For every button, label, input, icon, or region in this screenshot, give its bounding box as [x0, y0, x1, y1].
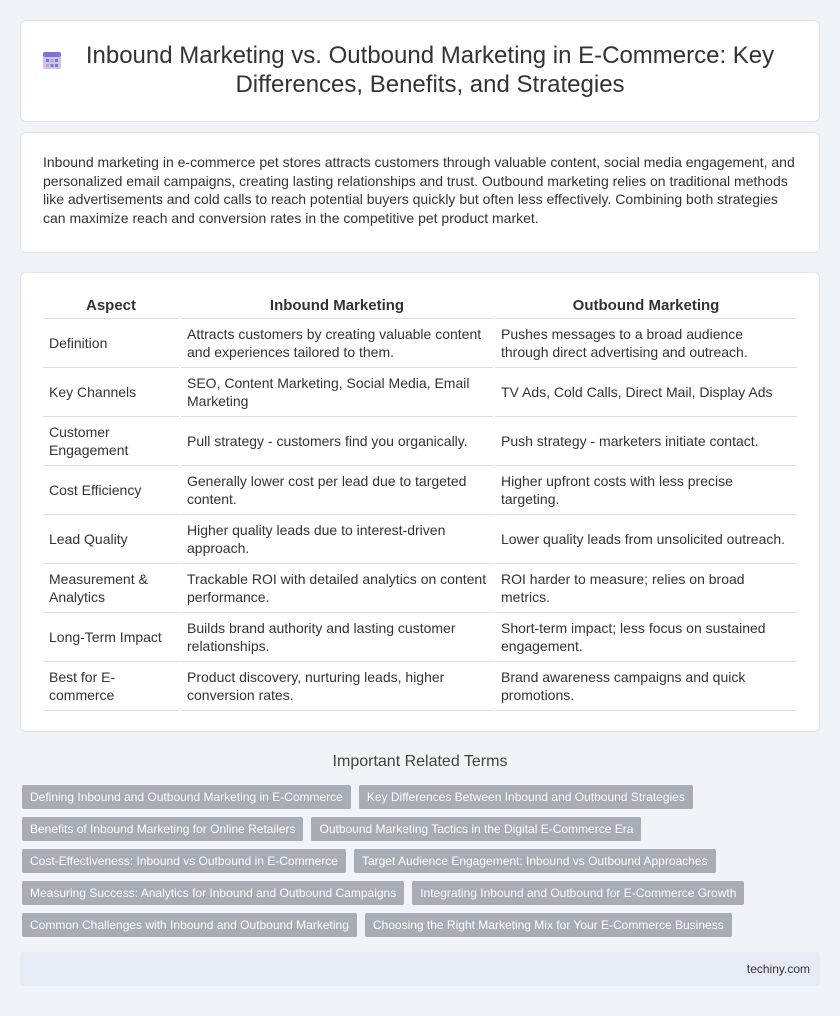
intro-paragraph: Inbound marketing in e-commerce pet stores attracts customers through valuable content, social media engagement, and personalized email campaigns, creating lasting relationships and trust. Outbound marketing relies on traditional methods like advertisements and cold calls to reach potential buyers quickly but often less effectively. Combining both strategies can maximize reach and conversion rates in the competitive pet product market.	[43, 154, 795, 226]
cell-outbound: TV Ads, Cold Calls, Direct Mail, Display Ads	[495, 368, 797, 417]
table-row	[43, 564, 797, 613]
table-row	[43, 466, 797, 515]
footer	[20, 952, 820, 986]
cell-inbound: Trackable ROI with detailed analytics on content performance.	[181, 564, 493, 613]
cell-aspect: Key Channels	[43, 368, 179, 417]
header-inbound: Inbound Marketing	[181, 295, 493, 319]
cell-inbound: Higher quality leads due to interest-driven approach.	[181, 515, 493, 564]
footer-site: techiny.com	[746, 962, 810, 976]
related-term-tag[interactable]: Measuring Success: Analytics for Inbound and Outbound Campaigns	[22, 881, 404, 905]
cell-inbound: Generally lower cost per lead due to targeted content.	[181, 466, 493, 515]
cell-inbound: Product discovery, nurturing leads, higher conversion rates.	[181, 662, 493, 711]
intro-card	[20, 132, 820, 253]
cell-outbound: Lower quality leads from unsolicited outreach.	[495, 515, 797, 564]
related-term-tag[interactable]: Key Differences Between Inbound and Outbound Strategies	[359, 785, 693, 809]
cell-outbound: Higher upfront costs with less precise targeting.	[495, 466, 797, 515]
related-term-tag[interactable]: Outbound Marketing Tactics in the Digital E-Commerce Era	[311, 817, 641, 841]
cell-outbound: Short-term impact; less focus on sustained engagement.	[495, 613, 797, 662]
cell-aspect: Long-Term Impact	[43, 613, 179, 662]
page-title: Inbound Marketing vs. Outbound Marketing in E-Commerce: Key Differences, Benefits, and Strategies	[85, 42, 775, 98]
comparison-table	[41, 295, 799, 711]
table-row	[43, 515, 797, 564]
cell-inbound: SEO, Content Marketing, Social Media, Email Marketing	[181, 368, 493, 417]
cell-inbound: Builds brand authority and lasting customer relationships.	[181, 613, 493, 662]
table-row	[43, 662, 797, 711]
related-term-tag[interactable]: Cost-Effectiveness: Inbound vs Outbound in E-Commerce	[22, 849, 346, 873]
related-terms-heading: Important Related Terms	[332, 753, 508, 770]
cell-inbound: Attracts customers by creating valuable content and experiences tailored to them.	[181, 319, 493, 368]
related-terms-list	[22, 785, 822, 937]
related-term-tag[interactable]: Common Challenges with Inbound and Outbound Marketing	[22, 913, 357, 937]
cell-inbound: Pull strategy - customers find you organically.	[181, 417, 493, 466]
cell-outbound: ROI harder to measure; relies on broad metrics.	[495, 564, 797, 613]
table-row	[43, 368, 797, 417]
cell-aspect: Definition	[43, 319, 179, 368]
cell-outbound: Brand awareness campaigns and quick promotions.	[495, 662, 797, 711]
related-term-tag[interactable]: Integrating Inbound and Outbound for E-Commerce Growth	[412, 881, 744, 905]
related-term-tag[interactable]: Defining Inbound and Outbound Marketing in E-Commerce	[22, 785, 351, 809]
table-header-row	[43, 295, 797, 319]
related-term-tag[interactable]: Choosing the Right Marketing Mix for Your E-Commerce Business	[365, 913, 732, 937]
comparison-table-card	[20, 272, 820, 732]
cell-aspect: Measurement & Analytics	[43, 564, 179, 613]
cell-aspect: Best for E-commerce	[43, 662, 179, 711]
title-card	[20, 20, 820, 122]
cell-aspect: Cost Efficiency	[43, 466, 179, 515]
cell-aspect: Customer Engagement	[43, 417, 179, 466]
header-aspect: Aspect	[43, 295, 179, 319]
table-row	[43, 417, 797, 466]
cell-outbound: Push strategy - marketers initiate contact.	[495, 417, 797, 466]
cell-outbound: Pushes messages to a broad audience through direct advertising and outreach.	[495, 319, 797, 368]
table-row	[43, 613, 797, 662]
calendar-icon	[41, 49, 63, 71]
header-outbound: Outbound Marketing	[495, 295, 797, 319]
cell-aspect: Lead Quality	[43, 515, 179, 564]
related-term-tag[interactable]: Benefits of Inbound Marketing for Online Retailers	[22, 817, 303, 841]
table-row	[43, 319, 797, 368]
related-term-tag[interactable]: Target Audience Engagement: Inbound vs Outbound Approaches	[354, 849, 716, 873]
